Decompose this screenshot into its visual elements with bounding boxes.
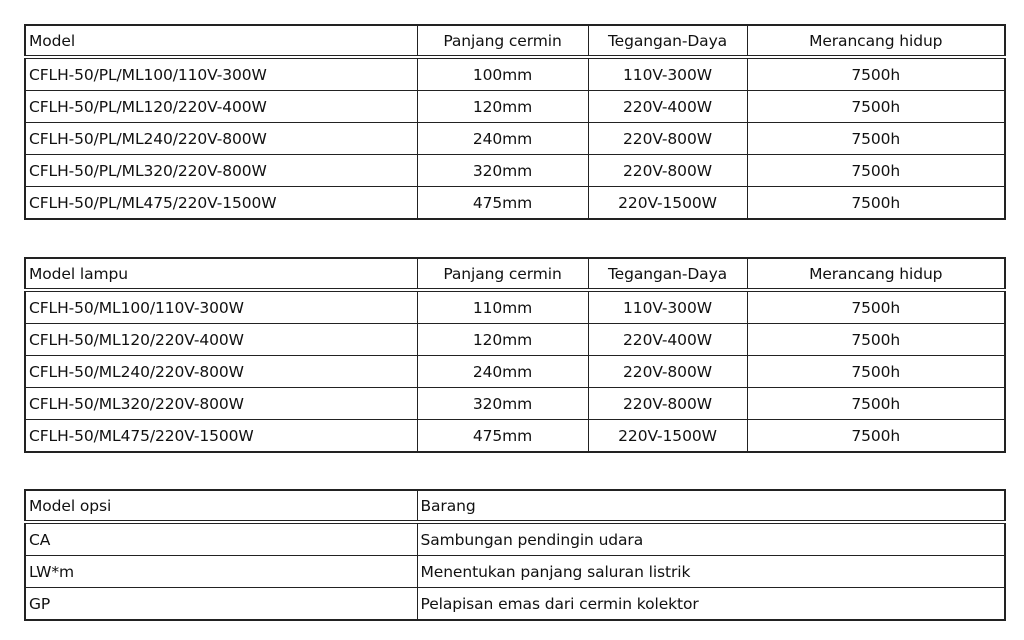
header-option-model: Model opsi xyxy=(25,490,417,522)
model-cell: CFLH-50/PL/ML120/220V-400W xyxy=(25,91,417,123)
design-life-cell: 7500h xyxy=(747,123,1005,155)
lamp-model-cell: CFLH-50/ML320/220V-800W xyxy=(25,388,417,420)
mirror-length-cell: 240mm xyxy=(417,356,588,388)
header-design-life: Merancang hidup xyxy=(747,258,1005,290)
table-row xyxy=(25,187,1005,220)
table-row xyxy=(25,356,1005,388)
voltage-power-cell: 220V-1500W xyxy=(588,420,747,453)
design-life-cell: 7500h xyxy=(747,57,1005,91)
model-cell: CFLH-50/PL/ML100/110V-300W xyxy=(25,57,417,91)
table-row xyxy=(25,290,1005,324)
table-header-row xyxy=(25,25,1005,57)
voltage-power-cell: 220V-400W xyxy=(588,91,747,123)
option-code-cell: CA xyxy=(25,522,417,556)
header-design-life: Merancang hidup xyxy=(747,25,1005,57)
lamp-models-table xyxy=(24,257,1006,453)
header-voltage-power: Tegangan-Daya xyxy=(588,25,747,57)
table-row xyxy=(25,324,1005,356)
voltage-power-cell: 220V-800W xyxy=(588,356,747,388)
mirror-length-cell: 110mm xyxy=(417,290,588,324)
voltage-power-cell: 220V-400W xyxy=(588,324,747,356)
header-mirror-length: Panjang cermin xyxy=(417,258,588,290)
mirror-length-cell: 475mm xyxy=(417,420,588,453)
design-life-cell: 7500h xyxy=(747,388,1005,420)
design-life-cell: 7500h xyxy=(747,420,1005,453)
header-mirror-length: Panjang cermin xyxy=(417,25,588,57)
design-life-cell: 7500h xyxy=(747,290,1005,324)
design-life-cell: 7500h xyxy=(747,356,1005,388)
voltage-power-cell: 220V-800W xyxy=(588,123,747,155)
header-item: Barang xyxy=(417,490,1005,522)
option-description-cell: Pelapisan emas dari cermin kolektor xyxy=(417,588,1005,621)
mirror-length-cell: 240mm xyxy=(417,123,588,155)
mirror-length-cell: 320mm xyxy=(417,155,588,187)
table-row xyxy=(25,522,1005,556)
table-row xyxy=(25,420,1005,453)
table-row xyxy=(25,155,1005,187)
design-life-cell: 7500h xyxy=(747,91,1005,123)
table-row xyxy=(25,57,1005,91)
design-life-cell: 7500h xyxy=(747,324,1005,356)
model-cell: CFLH-50/PL/ML320/220V-800W xyxy=(25,155,417,187)
table-row xyxy=(25,556,1005,588)
header-lamp-model: Model lampu xyxy=(25,258,417,290)
mirror-length-cell: 100mm xyxy=(417,57,588,91)
model-cell: CFLH-50/PL/ML240/220V-800W xyxy=(25,123,417,155)
models-table xyxy=(24,24,1006,220)
table-header-row xyxy=(25,258,1005,290)
design-life-cell: 7500h xyxy=(747,155,1005,187)
mirror-length-cell: 320mm xyxy=(417,388,588,420)
table-row xyxy=(25,388,1005,420)
table-row xyxy=(25,123,1005,155)
option-code-cell: LW*m xyxy=(25,556,417,588)
voltage-power-cell: 110V-300W xyxy=(588,57,747,91)
design-life-cell: 7500h xyxy=(747,187,1005,220)
mirror-length-cell: 120mm xyxy=(417,324,588,356)
mirror-length-cell: 120mm xyxy=(417,91,588,123)
voltage-power-cell: 110V-300W xyxy=(588,290,747,324)
table-header-row xyxy=(25,490,1005,522)
table-row xyxy=(25,588,1005,621)
mirror-length-cell: 475mm xyxy=(417,187,588,220)
lamp-model-cell: CFLH-50/ML240/220V-800W xyxy=(25,356,417,388)
lamp-model-cell: CFLH-50/ML475/220V-1500W xyxy=(25,420,417,453)
table-row xyxy=(25,91,1005,123)
header-voltage-power: Tegangan-Daya xyxy=(588,258,747,290)
lamp-model-cell: CFLH-50/ML100/110V-300W xyxy=(25,290,417,324)
model-cell: CFLH-50/PL/ML475/220V-1500W xyxy=(25,187,417,220)
voltage-power-cell: 220V-800W xyxy=(588,388,747,420)
lamp-model-cell: CFLH-50/ML120/220V-400W xyxy=(25,324,417,356)
option-code-cell: GP xyxy=(25,588,417,621)
voltage-power-cell: 220V-1500W xyxy=(588,187,747,220)
option-description-cell: Menentukan panjang saluran listrik xyxy=(417,556,1005,588)
option-description-cell: Sambungan pendingin udara xyxy=(417,522,1005,556)
header-model: Model xyxy=(25,25,417,57)
options-table xyxy=(24,489,1006,621)
voltage-power-cell: 220V-800W xyxy=(588,155,747,187)
